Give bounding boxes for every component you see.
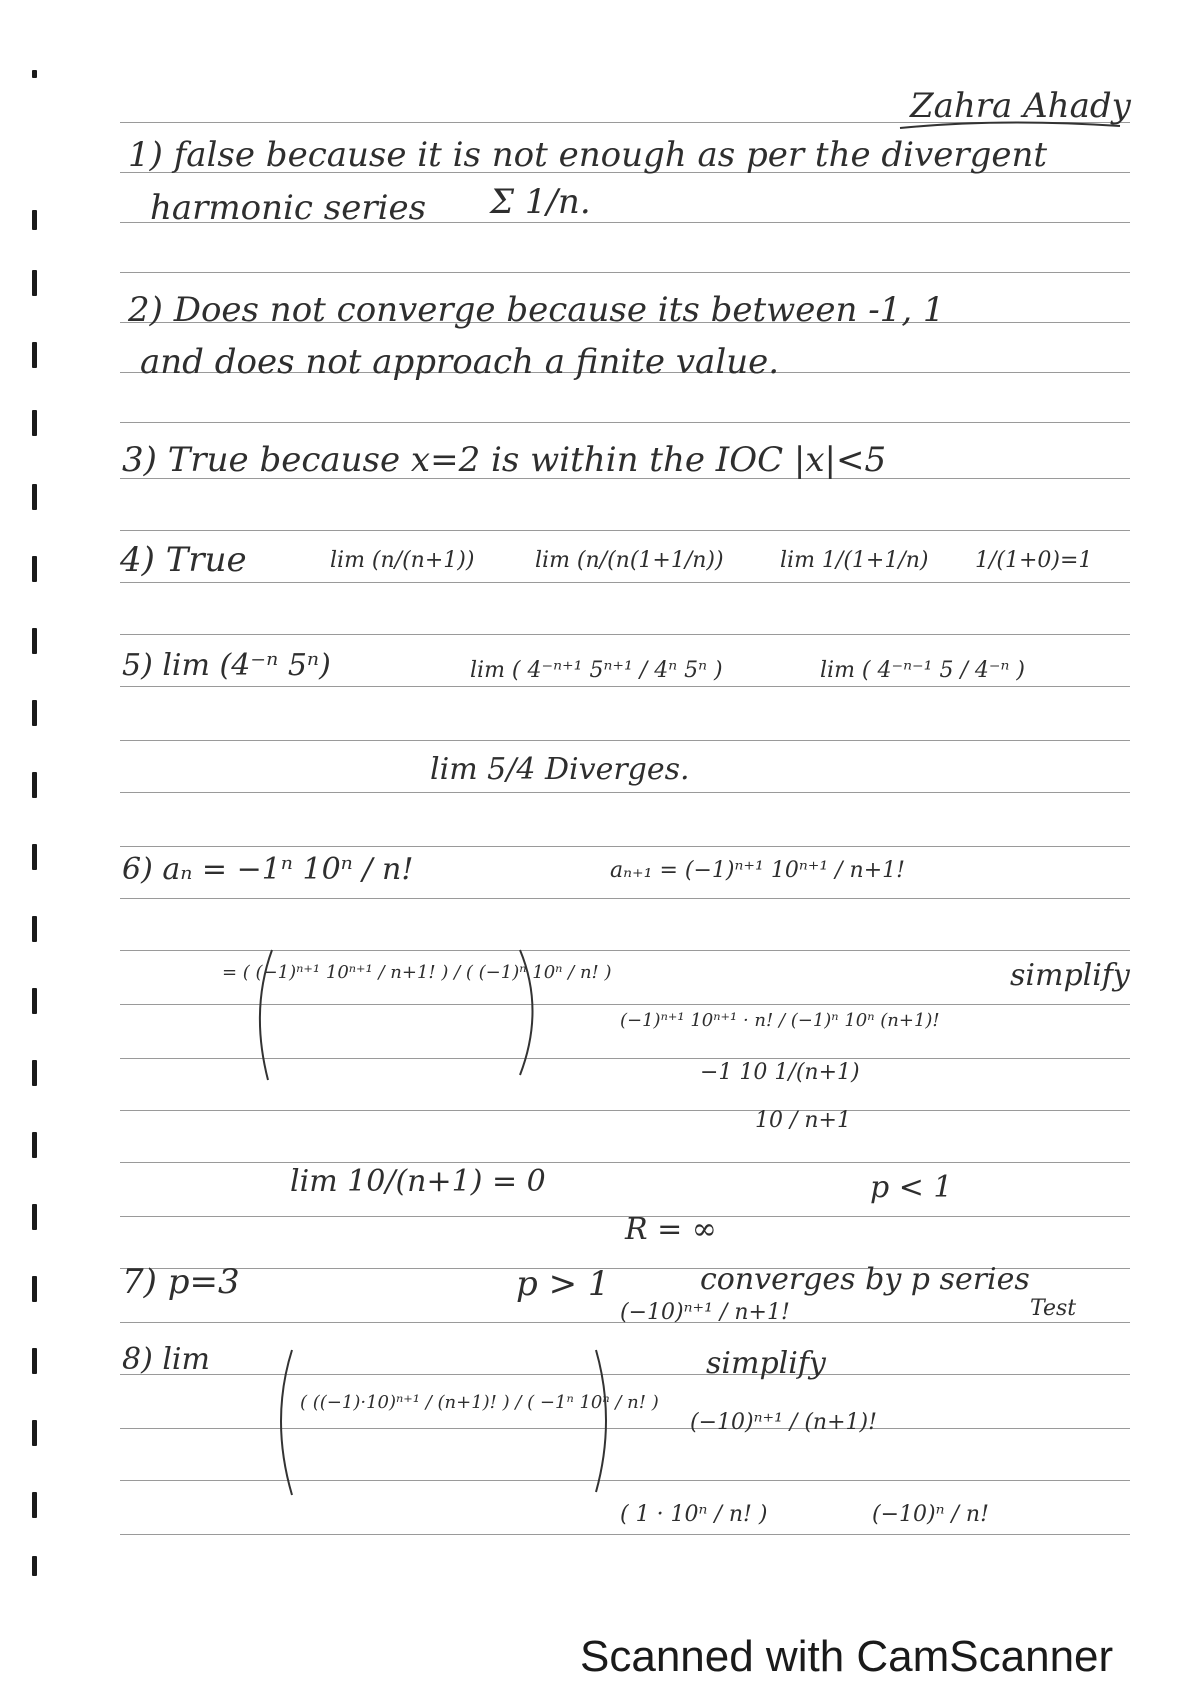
answer-2-line-1: 2) Does not converge because its between -1, 1 <box>128 290 945 330</box>
answer-7-p: 7) p=3 <box>122 1262 240 1302</box>
answer-5-step-1: 5) lim (4⁻ⁿ 5ⁿ) <box>122 648 331 683</box>
answer-5-step-3: lim ( 4⁻ⁿ⁻¹ 5 / 4⁻ⁿ ) <box>820 658 1025 683</box>
answer-5-step-2: lim ( 4⁻ⁿ⁺¹ 5ⁿ⁺¹ / 4ⁿ 5ⁿ ) <box>470 658 723 683</box>
answer-6-simplify: simplify <box>1010 958 1130 993</box>
answer-7-conclusion: converges by p series <box>700 1262 1030 1297</box>
answer-8-lim: 8) lim <box>122 1342 210 1377</box>
answer-4-step-4: 1/(1+0)=1 <box>975 548 1093 573</box>
answer-4-step-2: lim (n/(n(1+1/n)) <box>535 548 724 573</box>
answer-4-step-3: lim 1/(1+1/n) <box>780 548 929 573</box>
answer-6-ratio-rewrite: (−1)ⁿ⁺¹ 10ⁿ⁺¹ · n! / (−1)ⁿ 10ⁿ (n+1)! <box>620 1010 940 1031</box>
answer-1-harmonic-sum: Σ 1/n. <box>490 182 591 222</box>
answer-8-term: (−10)ⁿ⁺¹ / n+1! <box>620 1300 790 1325</box>
answer-4-step-1: lim (n/(n+1)) <box>330 548 475 573</box>
answer-6-an1: aₙ₊₁ = (−1)ⁿ⁺¹ 10ⁿ⁺¹ / n+1! <box>610 858 906 883</box>
answer-3: 3) True because x=2 is within the IOC |x|<5 <box>122 440 887 480</box>
answer-8-result: (−10)ⁿ / n! <box>872 1502 989 1527</box>
answer-6-simplified-parts: −1 10 1/(n+1) <box>700 1060 860 1085</box>
answer-7-test: Test <box>1030 1296 1077 1321</box>
answer-6-radius: R = ∞ <box>625 1212 717 1247</box>
answer-6-limit: lim 10/(n+1) = 0 <box>290 1164 546 1199</box>
answer-6-simplified: 10 / n+1 <box>755 1108 851 1133</box>
answer-2-line-2: and does not approach a finite value. <box>140 342 780 382</box>
author-name: Zahra Ahady <box>910 86 1131 126</box>
answer-4-label: 4) True <box>120 540 247 580</box>
scanner-watermark: Scanned with CamScanner <box>580 1632 1114 1681</box>
answer-5-result: lim 5/4 Diverges. <box>430 752 690 787</box>
answer-6-p: p < 1 <box>870 1170 953 1205</box>
answer-7-condition: p > 1 <box>516 1264 610 1304</box>
answer-8-factor: ( 1 · 10ⁿ / n! ) <box>620 1502 768 1527</box>
answer-1-line-1: 1) false because it is not enough as per the divergent <box>128 135 1048 175</box>
answer-8-simplify: simplify <box>706 1346 826 1381</box>
answer-1-line-2: harmonic series <box>150 188 427 228</box>
answer-8-ratio: ( ((−1)·10)ⁿ⁺¹ / (n+1)! ) / ( −1ⁿ 10ⁿ / n! ) <box>300 1392 659 1413</box>
answer-8-simplified: (−10)ⁿ⁺¹ / (n+1)! <box>690 1410 877 1435</box>
answer-6-an: 6) aₙ = −1ⁿ 10ⁿ / n! <box>122 852 414 887</box>
answer-6-ratio: = ( (−1)ⁿ⁺¹ 10ⁿ⁺¹ / n+1! ) / ( (−1)ⁿ 10ⁿ / n! ) <box>222 962 612 983</box>
